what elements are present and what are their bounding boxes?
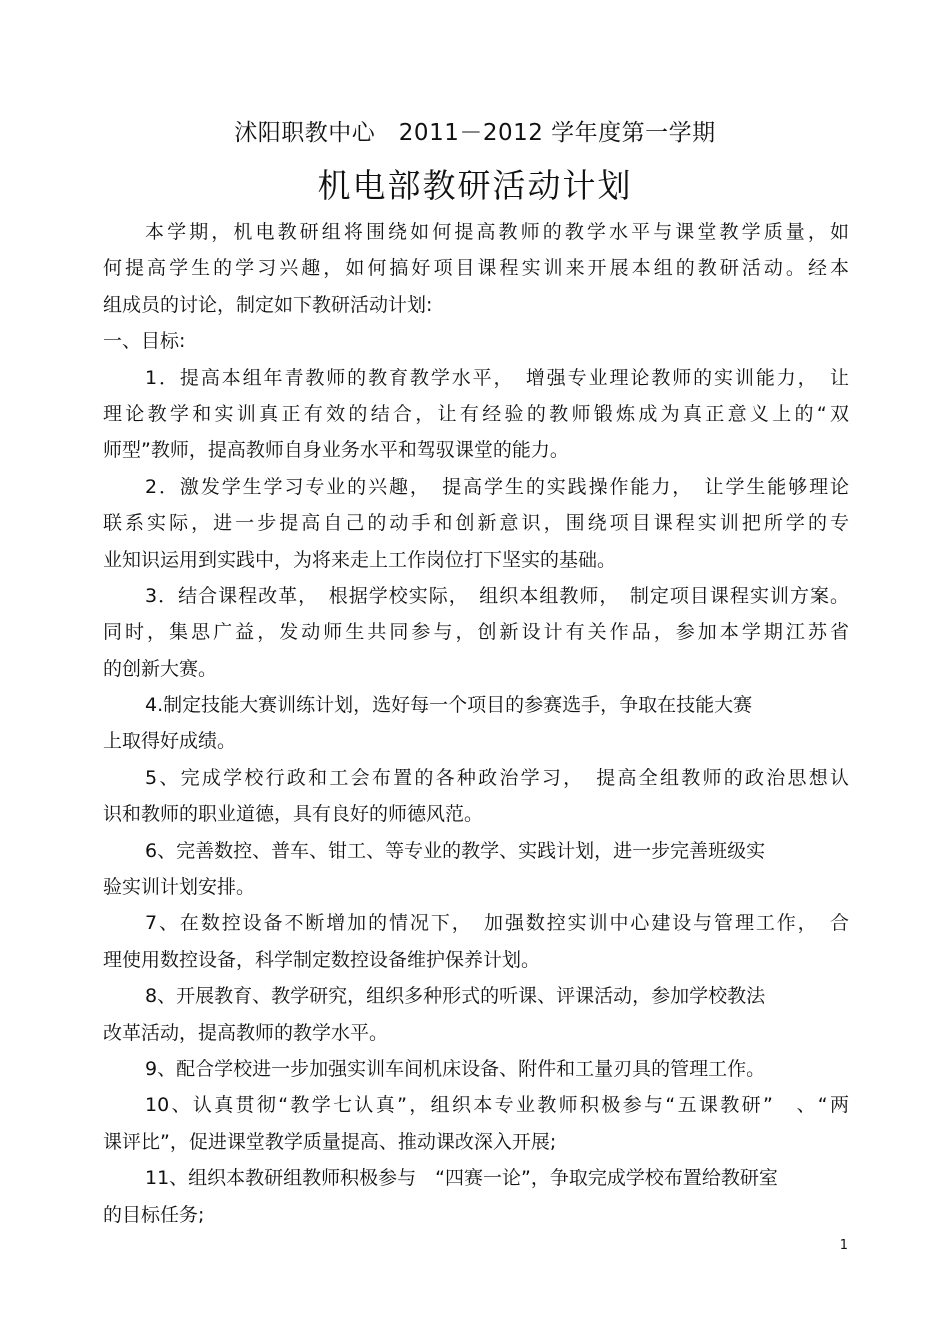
body-line: 师型”教师，提高教师自身业务水平和驾驭课堂的能力。 (103, 439, 569, 462)
document-title-plan: 机电部教研活动计划 (317, 166, 633, 205)
body-line: 11、组织本教研组教师积极参与 “四赛一论”，争取完成学校布置给教研室 (145, 1167, 778, 1190)
body-line: 何提高学生的学习兴趣，如何搞好项目课程实训来开展本组的教研活动。经本 (103, 257, 849, 280)
page-number: 1 (839, 1238, 848, 1253)
body-line: 本学期，机电教研组将围绕如何提高教师的教学水平与课堂教学质量，如 (145, 221, 849, 243)
document-body (103, 214, 849, 1233)
body-line: 联系实际，进一步提高自己的动手和创新意识，围绕项目课程实训把所学的专 (103, 512, 849, 535)
body-line: 5、完成学校行政和工会布置的各种政治学习， 提高全组教师的政治思想认 (145, 766, 849, 789)
body-line: 改革活动，提高教师的教学水平。 (103, 1021, 389, 1044)
body-line: 的创新大赛。 (103, 657, 218, 680)
body-line: 理使用数控设备，科学制定数控设备维护保养计划。 (103, 948, 541, 971)
body-line: 7、在数控设备不断增加的情况下， 加强数控实训中心建设与管理工作， 合 (145, 912, 849, 935)
body-line: 业知识运用到实践中，为将来走上工作岗位打下坚实的基础。 (103, 548, 617, 571)
body-line: 10、认真贯彻“教学七认真”，组织本专业教师积极参与“五课教研” 、“两 (145, 1094, 849, 1117)
document-title-school-term: 沭阳职教中心 2011－2012 学年度第一学期 (234, 120, 716, 146)
body-line: 1．提高本组年青教师的教育教学水平， 增强专业理论教师的实训能力， 让 (145, 366, 849, 389)
body-line: 课评比”，促进课堂教学质量提高、推动课改深入开展; (103, 1130, 557, 1153)
body-line: 上取得好成绩。 (103, 730, 237, 753)
body-line: 同时，集思广益，发动师生共同参与，创新设计有关作品，参加本学期江苏省 (103, 621, 849, 644)
body-line: 理论教学和实训真正有效的结合，让有经验的教师锻炼成为真正意义上的“双 (103, 402, 849, 425)
body-line: 3．结合课程改革， 根据学校实际， 组织本组教师， 制定项目课程实训方案。 (145, 584, 849, 607)
body-line: 的目标任务; (103, 1203, 205, 1226)
body-line: 验实训计划安排。 (103, 876, 256, 899)
body-line: 识和教师的职业道德，具有良好的师德风范。 (103, 803, 484, 826)
body-line: 组成员的讨论，制定如下教研活动计划: (103, 293, 433, 316)
body-line: 6、完善数控、普车、钳工、等专业的教学、实践计划，进一步完善班级实 (145, 839, 766, 862)
body-line: 4.制定技能大赛训练计划，选好每一个项目的参赛选手，争取在技能大赛 (145, 694, 753, 717)
body-line: 2．激发学生学习专业的兴趣， 提高学生的实践操作能力， 让学生能够理论 (145, 475, 849, 498)
body-line: 9、配合学校进一步加强实训车间机床设备、附件和工量刃具的管理工作。 (145, 1057, 766, 1080)
body-line: 8、开展教育、教学研究，组织多种形式的听课、评课活动，参加学校教法 (145, 985, 766, 1008)
section-heading-goals: 一、目标: (103, 330, 186, 353)
